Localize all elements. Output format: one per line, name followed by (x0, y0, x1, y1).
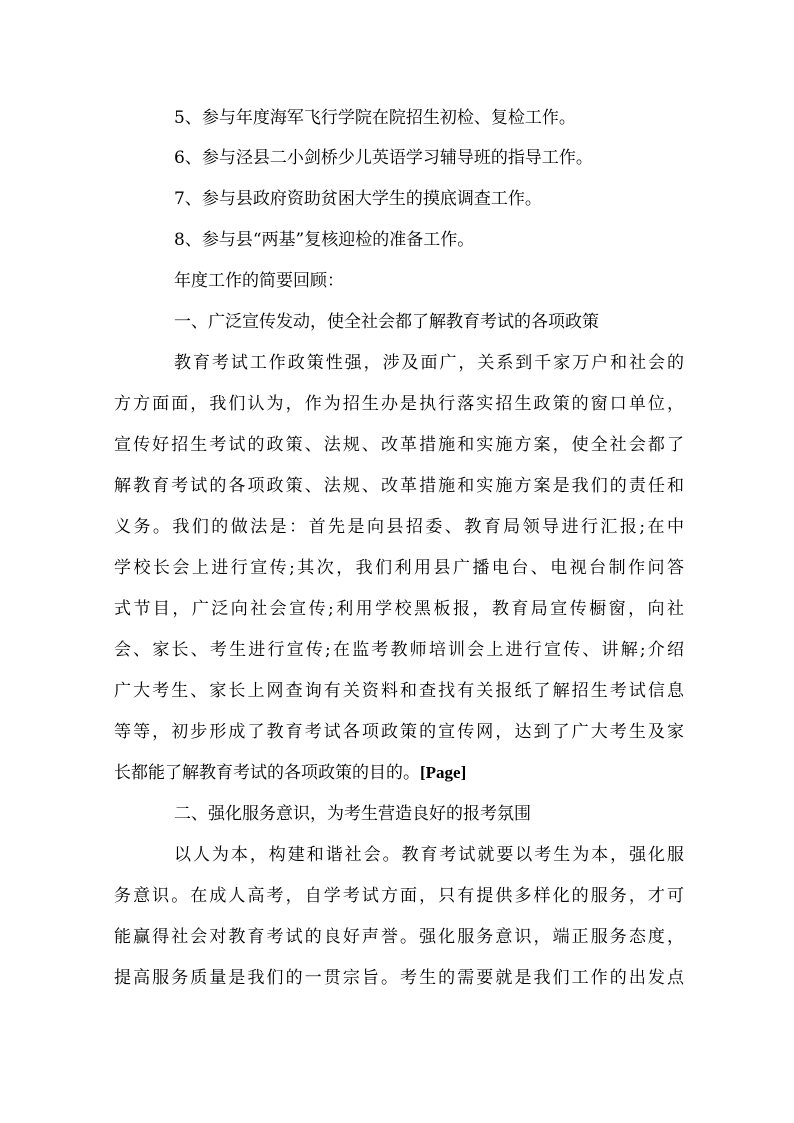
page-marker: [Page] (420, 763, 467, 782)
list-item-5: 5、参与年度海军飞行学院在院招生初检、复检工作。 (174, 108, 576, 128)
paragraph-line: 以人为本，构建和谐社会。教育考试就要以考生为本，强化服 (174, 845, 684, 865)
paragraph-line: 务意识。在成人高考，自学考试方面，只有提供多样化的服务，才可 (114, 886, 684, 906)
section-heading-2: 二、强化服务意识，为考生营造良好的报考氛围 (174, 804, 531, 824)
list-item-8: 8、参与县“两基”复核迎检的准备工作。 (174, 230, 475, 250)
paragraph-line: 提高服务质量是我们的一贯宗旨。考生的需要就是我们工作的出发点 (114, 968, 684, 988)
paragraph-line: 会、家长、考生进行宣传;在监考教师培训会上进行宣传、讲解;介绍 (114, 640, 684, 660)
paragraph-line: 教育考试工作政策性强，涉及面广，关系到千家万户和社会的 (174, 353, 684, 373)
paragraph-line: 广大考生、家长上网查询有关资料和查找有关报纸了解招生考试信息 (114, 681, 684, 701)
paragraph-line: 方方面面，我们认为，作为招生办是执行落实招生政策的窗口单位， (114, 394, 684, 414)
paragraph-line: 学校长会上进行宣传;其次，我们利用县广播电台、电视台制作问答 (114, 558, 684, 578)
paragraph-line: 式节目，广泛向社会宣传;利用学校黑板报，教育局宣传橱窗，向社 (114, 599, 684, 619)
paragraph-last-line (114, 761, 684, 785)
paragraph-line: 能赢得社会对教育考试的良好声誉。强化服务意识，端正服务态度， (114, 927, 684, 947)
section-intro: 年度工作的简要回顾： (174, 271, 344, 291)
paragraph-line: 宣传好招生考试的政策、法规、改革措施和实施方案，使全社会都了 (114, 435, 684, 455)
paragraph-line-text: 长都能了解教育考试的各项政策的目的。 (114, 763, 420, 783)
list-item-7: 7、参与县政府资助贫困大学生的摸底调查工作。 (174, 189, 542, 209)
section-heading-1: 一、广泛宣传发动，使全社会都了解教育考试的各项政策 (174, 312, 599, 332)
paragraph-line: 义务。我们的做法是：首先是向县招委、教育局领导进行汇报;在中 (114, 517, 684, 537)
list-item-6: 6、参与泾县二小剑桥少儿英语学习辅导班的指导工作。 (174, 148, 593, 168)
paragraph-line: 解教育考试的各项政策、法规、改革措施和实施方案是我们的责任和 (114, 476, 684, 496)
paragraph-line: 等等，初步形成了教育考试各项政策的宣传网，达到了广大考生及家 (114, 722, 684, 742)
